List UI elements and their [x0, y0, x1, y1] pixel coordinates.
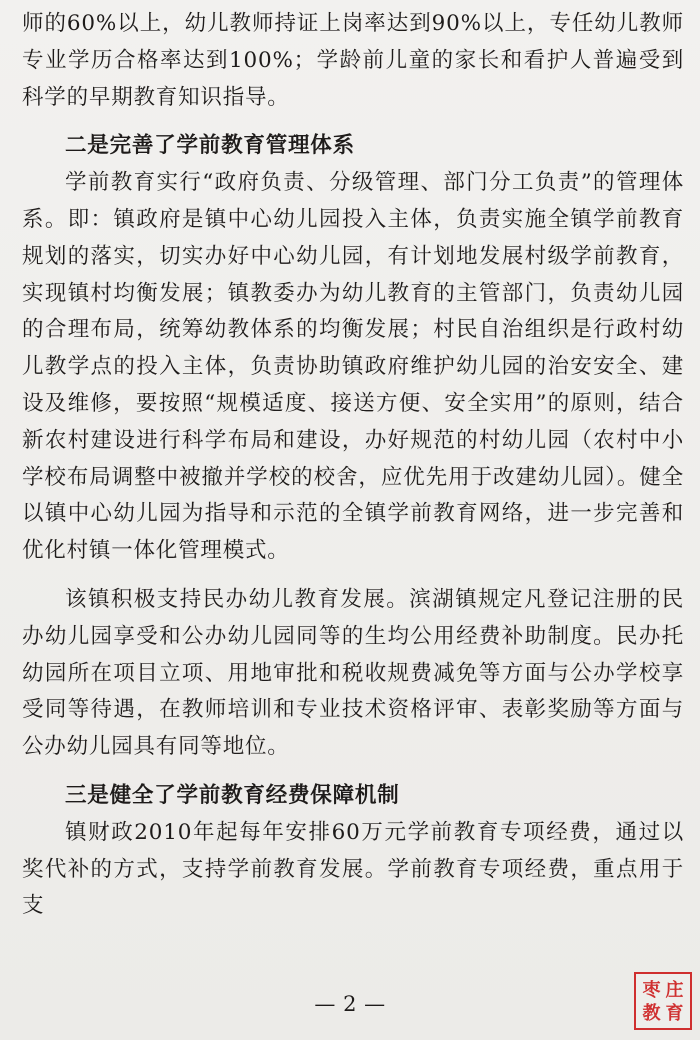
section-heading-3: 三是健全了学前教育经费保障机制	[65, 782, 400, 808]
stamp-char-2: 庄	[665, 979, 684, 1001]
stamp-grid	[640, 978, 686, 1024]
paragraph-continuation: 师的60%以上，幼儿教师持证上岗率达到90%以上，专任幼儿教师专业学历合格率达到100%；学龄前儿童的家长和看护人普遍受到科学的早期教育知识指导。	[22, 11, 684, 110]
page-number: — 2 —	[314, 992, 386, 1016]
paragraph-gap	[22, 570, 684, 582]
section-heading-2: 二是完善了学前教育管理体系	[65, 133, 355, 159]
paragraph-private-kindergartens: 该镇积极支持民办幼儿教育发展。滨湖镇规定凡登记注册的民办幼儿园享受和公办幼儿园同等的生均公用经费补助制度。民办托幼园所在项目立项、用地审批和税收规费减免等方面与公办学校享受同等待遇，在教师培训和专业技术资格评审、表彰奖励等方面与公办幼儿园具有同等地位。	[22, 586, 684, 760]
red-seal-stamp	[634, 972, 692, 1030]
paragraph-management-system: 学前教育实行“政府负责、分级管理、部门分工负责”的管理体系。即：镇政府是镇中心幼儿园投入主体，负责实施全镇学前教育规划的落实，切实办好中心幼儿园，有计划地发展村级学前教育，实现镇村均衡发展；镇教委办为幼儿教育的主管部门，负责幼儿园的合理布局，统筹幼教体系的均衡发展；村民自治组织是行政村幼儿教学点的投入主体，负责协助镇政府维护幼儿园的治安安全、建设及维修，要按照“规模适度、接送方便、安全实用”的原则，结合新农村建设进行科学布局和建设，办好规范的村幼儿园（农村中小学校布局调整中被撤并学校的校舍，应优先用于改建幼儿园）。健全以镇中心幼儿园为指导和示范的全镇学前教育网络，进一步完善和优化村镇一体化管理模式。	[22, 170, 684, 564]
stamp-char-1: 枣	[642, 979, 661, 1001]
paragraph-funding: 镇财政2010年起每年安排60万元学前教育专项经费，通过以奖代补的方式，支持学前教育发展。学前教育专项经费，重点用于支	[22, 819, 684, 919]
stamp-char-4: 育	[665, 1002, 684, 1024]
stamp-char-3: 教	[642, 1002, 661, 1024]
